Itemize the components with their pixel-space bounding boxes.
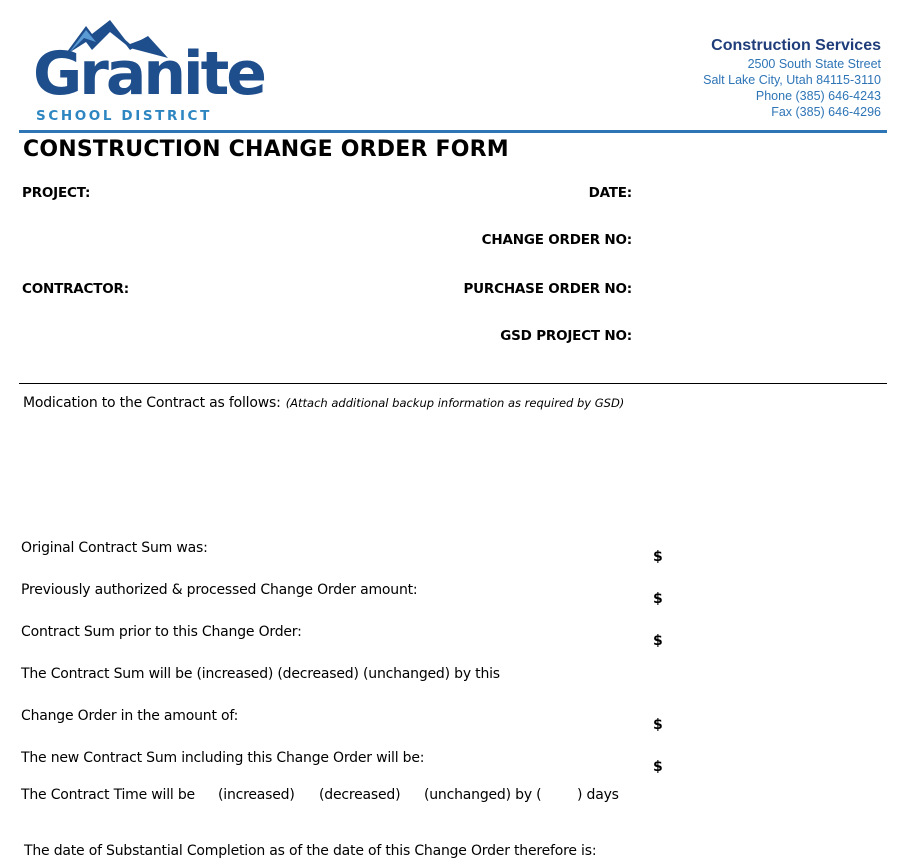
logo-subtitle: SCHOOL DISTRICT <box>36 108 212 124</box>
gsd-project-no-label: GSD PROJECT NO: <box>500 328 632 344</box>
granite-school-district-logo <box>30 18 264 128</box>
dollar-sign: $ <box>653 591 663 607</box>
substantial-completion-label: The date of Substantial Completion as of the date of this Change Order therefore is: <box>24 843 597 859</box>
fax-line: Fax (385) 646-4296 <box>771 105 881 119</box>
project-label: PROJECT: <box>22 185 91 201</box>
contract-time-decreased: (decreased) <box>319 787 401 803</box>
dollar-sign: $ <box>653 717 663 733</box>
date-label: DATE: <box>588 185 632 201</box>
original-sum-label: Original Contract Sum was: <box>21 540 208 556</box>
sum-change-label-line1: The Contract Sum will be (increased) (decreased) (unchanged) by this <box>21 666 500 682</box>
section-divider <box>19 383 887 384</box>
new-sum-label: The new Contract Sum including this Change Order will be: <box>21 750 425 766</box>
address-line: 2500 South State Street <box>747 57 881 71</box>
address-block <box>703 36 881 120</box>
dollar-sign: $ <box>653 633 663 649</box>
purchase-order-no-label: PURCHASE ORDER NO: <box>463 281 632 297</box>
modification-note: (Attach additional backup information as required by GSD) <box>285 396 625 410</box>
prior-sum-label: Contract Sum prior to this Change Order: <box>21 624 302 640</box>
address-line: Salt Lake City, Utah 84115-3110 <box>703 73 881 87</box>
contract-time-unchanged: (unchanged) by ( <box>424 787 542 803</box>
dollar-sign: $ <box>653 549 663 565</box>
logo-wordmark: Granite <box>33 39 264 109</box>
modification-line <box>23 392 624 411</box>
modification-text: Modication to the Contract as follows: <box>23 395 281 411</box>
page-title: CONSTRUCTION CHANGE ORDER FORM <box>23 137 509 162</box>
contract-time-days: ) days <box>577 787 619 803</box>
dollar-sign: $ <box>653 759 663 775</box>
previous-change-orders-label: Previously authorized & processed Change Order amount: <box>21 582 418 598</box>
contract-time-increased: (increased) <box>218 787 295 803</box>
header-divider <box>19 130 887 133</box>
phone-line: Phone (385) 646-4243 <box>755 89 881 103</box>
contractor-label: CONTRACTOR: <box>22 281 129 297</box>
org-name: Construction Services <box>711 37 881 54</box>
sum-change-label-line2: Change Order in the amount of: <box>21 708 239 724</box>
change-order-no-label: CHANGE ORDER NO: <box>481 232 632 248</box>
contract-time-prefix: The Contract Time will be <box>21 787 195 803</box>
